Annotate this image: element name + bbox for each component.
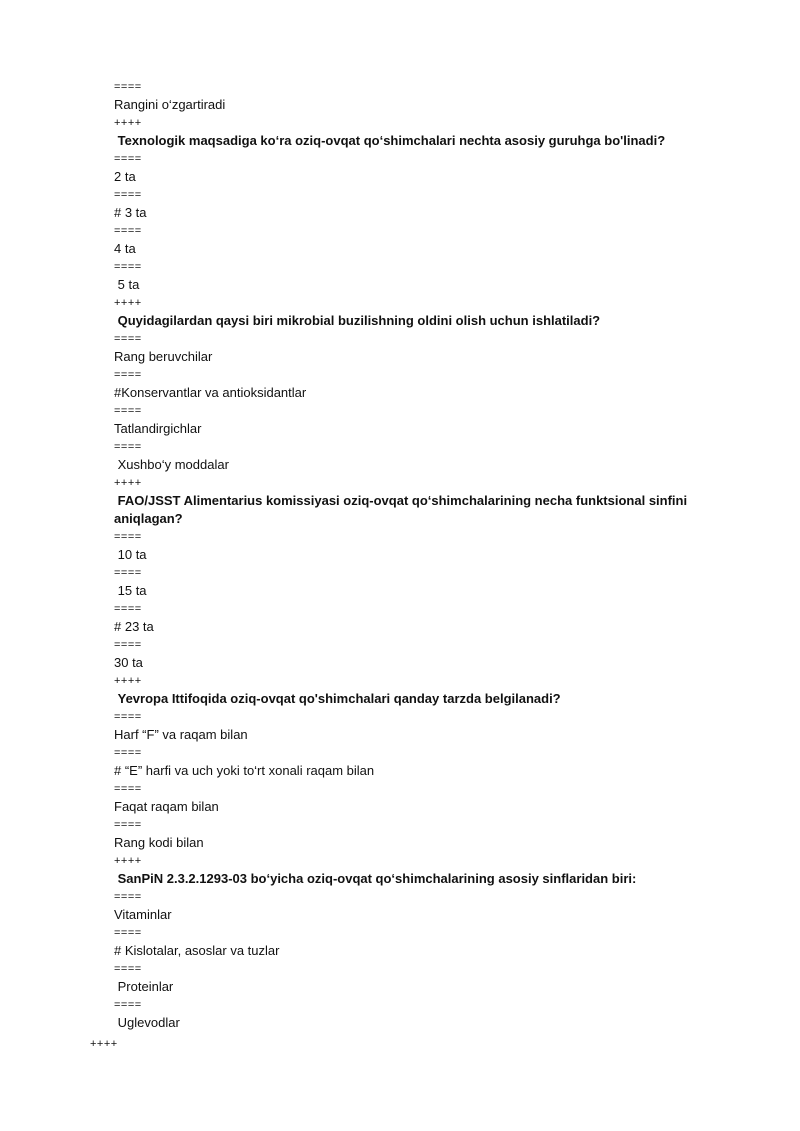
answer-option: 4 ta: [114, 241, 136, 256]
test-question-list: [114, 78, 754, 1032]
question-text: SanPiN 2.3.2.1293-03 bo‘yicha oziq-ovqat qo‘shimchalarining asosiy sinflaridan biri:: [114, 871, 637, 886]
answer-option: Rang kodi bilan: [114, 835, 204, 850]
answer-option: Tatlandirgichlar: [114, 421, 202, 436]
question-separator: ++++: [114, 477, 142, 489]
option-separator: ====: [114, 225, 142, 237]
option-separator: ====: [114, 783, 142, 795]
option-separator: ====: [114, 711, 142, 723]
question-text: Yevropa Ittifoqida oziq-ovqat qo'shimchalari qanday tarzda belgilanadi?: [114, 691, 561, 706]
question-text: Quyidagilardan qaysi biri mikrobial buzilishning oldini olish uchun ishlatiladi?: [114, 313, 601, 328]
option-separator: ====: [114, 153, 142, 165]
question-text: Texnologik maqsadiga ko‘ra oziq-ovqat qo‘shimchalari nechta asosiy guruhga bo'linadi?: [114, 133, 666, 148]
option-separator: ====: [114, 999, 142, 1011]
answer-option: Uglevodlar: [114, 1015, 180, 1030]
question-separator: ++++: [114, 855, 142, 867]
answer-option: Vitaminlar: [114, 907, 172, 922]
answer-option: Rang beruvchilar: [114, 349, 213, 364]
answer-option: Proteinlar: [114, 979, 174, 994]
option-separator: ====: [114, 261, 142, 273]
question-separator: ++++: [114, 117, 142, 129]
answer-option: 30 ta: [114, 655, 143, 670]
option-separator: ====: [114, 639, 142, 651]
answer-option: # 3 ta: [114, 205, 147, 220]
question-text: FAO/JSST Alimentarius komissiyasi oziq-ovqat qo‘shimchalarining necha funktsional sinfini aniqlagan?: [114, 493, 691, 526]
option-separator: ====: [114, 963, 142, 975]
option-separator: ====: [114, 369, 142, 381]
answer-option: Harf “F” va raqam bilan: [114, 727, 248, 742]
answer-option: # 23 ta: [114, 619, 154, 634]
question-separator: ++++: [114, 675, 142, 687]
option-separator: ====: [114, 189, 142, 201]
option-separator: ====: [114, 891, 142, 903]
answer-option: # “E” harfi va uch yoki to‘rt xonali raqam bilan: [114, 763, 375, 778]
answer-option: 15 ta: [114, 583, 147, 598]
answer-option: # Kislotalar, asoslar va tuzlar: [114, 943, 280, 958]
option-separator: ====: [114, 81, 142, 93]
answer-option: #Konservantlar va antioksidantlar: [114, 385, 307, 400]
option-separator: ====: [114, 333, 142, 345]
option-separator: ====: [114, 441, 142, 453]
option-separator: ====: [114, 567, 142, 579]
answer-option: 10 ta: [114, 547, 147, 562]
answer-option: Xushbo‘y moddalar: [114, 457, 229, 472]
question-separator: ++++: [114, 297, 142, 309]
option-separator: ====: [114, 747, 142, 759]
answer-option: 5 ta: [114, 277, 140, 292]
answer-option: Rangini o‘zgartiradi: [114, 97, 226, 112]
option-separator: ====: [114, 405, 142, 417]
answer-option: Faqat raqam bilan: [114, 799, 219, 814]
option-separator: ====: [114, 603, 142, 615]
option-separator: ====: [114, 819, 142, 831]
option-separator: ====: [114, 927, 142, 939]
answer-option: 2 ta: [114, 169, 136, 184]
option-separator: ====: [114, 531, 142, 543]
closing-separator: ++++: [90, 1038, 118, 1050]
